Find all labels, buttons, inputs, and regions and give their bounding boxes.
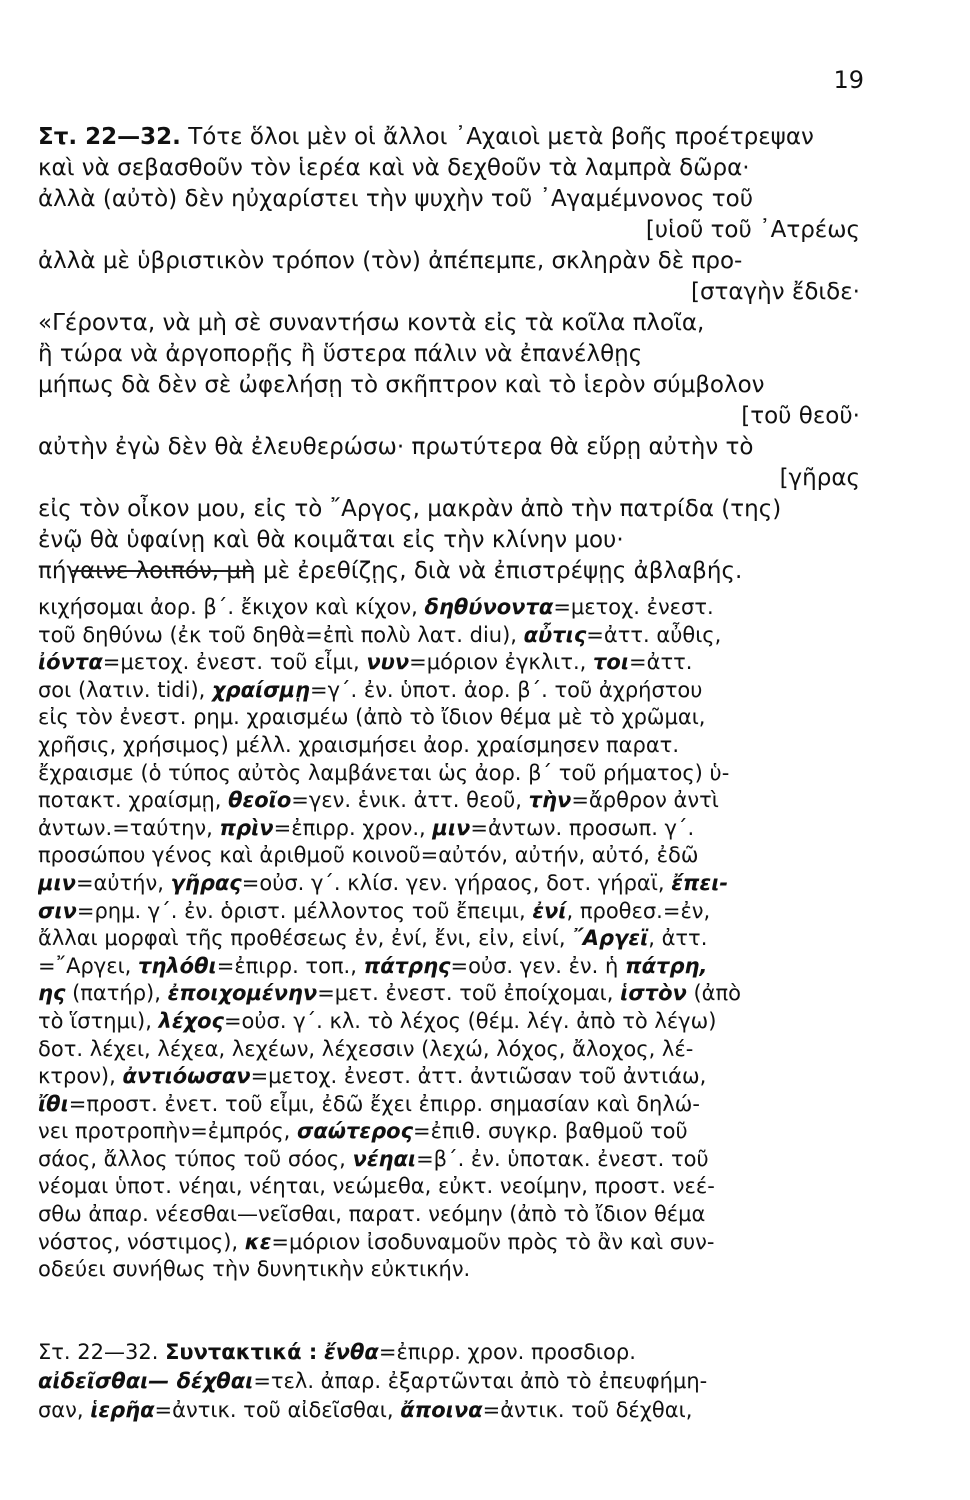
note-text: , προθεσ.=ἐν,: [566, 898, 711, 923]
note-text: εἰς τὸν ἐνεστ. ρημ. χραισμέω (ἀπὸ τὸ ἴδιον θέμα μὲ τὸ χρῶμαι,: [38, 705, 706, 730]
note-text: =ἀντικ. τοῦ αἰδεῖσθαι,: [154, 1398, 401, 1422]
headword: ης: [38, 981, 66, 1006]
note-line: [38, 925, 868, 953]
translation-line: [38, 184, 868, 215]
note-text: =ἀττ. αὖθις,: [586, 622, 722, 647]
note-line: [38, 842, 868, 870]
translation-text: ἐνῷ θὰ ὑφαίνῃ καὶ θὰ κοιμᾶται εἰς τὴν κλίνην μου·: [38, 527, 624, 553]
note-text: =ἐπιρρ. τοπ.,: [216, 953, 364, 978]
note-text: κιχήσομαι ἀορ. β΄. ἔκιχον καὶ κίχον,: [38, 595, 425, 619]
grammar-notes-block: [38, 594, 868, 1284]
note-text: =γ΄. ἐν. ὑποτ. ἀορ. β΄. τοῦ ἀχρήστου: [309, 677, 703, 702]
note-text: =ρημ. γ΄. ἐν. ὁριστ. μέλλοντος τοῦ ἔπειμι,: [76, 898, 533, 923]
headword: δηθύνοντα: [424, 595, 554, 619]
note-text: =ἐπιρρ. χρον. προσδιορ.: [378, 1340, 636, 1364]
headword: ἔπει-: [671, 870, 729, 895]
note-text: ἔχραισμε (ὁ τύπος αὐτὸς λαμβάνεται ὡς ἀορ. β΄ τοῦ ρήματος) ὑ-: [38, 760, 730, 785]
translation-text: ἀλλὰ μὲ ὑβριστικὸν τρόπον (τὸν) ἀπέπεμπε, σκληρὰν δὲ προ-: [38, 248, 743, 274]
note-text: =μετ. ἐνεστ. τοῦ ἐποίχομαι,: [317, 981, 621, 1006]
note-line: [38, 732, 868, 760]
note-line: [38, 1008, 868, 1036]
note-line: [38, 1201, 868, 1229]
translation-line: [38, 494, 868, 525]
note-line: [38, 622, 868, 650]
note-text: =μετοχ. ἐνεστ.: [553, 595, 714, 619]
note-text: τὸ ἵστημι),: [38, 1008, 159, 1033]
headword: σιν: [38, 898, 77, 923]
note-text: =μετοχ. ἐνεστ. τοῦ εἶμι,: [102, 650, 367, 675]
note-text: (πατήρ),: [65, 981, 168, 1006]
translation-line: [38, 153, 868, 184]
note-line: [38, 1229, 868, 1257]
page-number: 19: [833, 66, 864, 94]
translation-text: αὐτὴν ἐγὼ δὲν θὰ ἐλευθερώσω· πρωτύτερα θὰ εὕρῃ αὐτὴν τὸ: [38, 434, 754, 460]
note-line: [38, 704, 868, 732]
headword: ῎Αργεϊ: [572, 926, 649, 951]
note-line: [38, 677, 868, 705]
translation-text: ἢ τώρα νὰ ἀργοπορῇς ἢ ὕστερα πάλιν νὰ ἐπανέλθῃς: [38, 341, 643, 367]
translation-line: [38, 370, 868, 401]
headword: ἴθι: [38, 1091, 69, 1116]
note-line: [38, 1146, 868, 1174]
translation-continuation-line: [38, 401, 868, 432]
syntax-line: [38, 1396, 868, 1425]
headword: πρὶν: [219, 815, 274, 840]
note-text: =ἄρθρον ἀντὶ: [571, 788, 719, 813]
translation-line: [38, 308, 868, 339]
translation-text: ἀλλὰ (αὐτὸ) δὲν ηὐχαρίστει τὴν ψυχὴν τοῦ ᾿Αγαμέμνονος τοῦ: [38, 186, 754, 212]
headword: ἔνθα: [323, 1340, 379, 1364]
note-text: =μετοχ. ἐνεστ. ἀττ. ἀντιῶσαν τοῦ ἀντιάω,: [250, 1064, 707, 1089]
note-text: , ἀττ.: [648, 926, 708, 951]
headword: θεοῖο: [228, 788, 292, 813]
translation-line: [38, 122, 868, 153]
note-text: =γεν. ἑνικ. ἀττ. θεοῦ,: [291, 788, 529, 813]
note-line: [38, 1256, 868, 1284]
headword: κε: [244, 1229, 272, 1254]
headword: ἀντιόωσαν: [122, 1064, 251, 1089]
note-text: οδεύει συνήθως τὴν δυνητικὴν εὐκτικήν.: [38, 1257, 471, 1282]
syntax-line: [38, 1367, 868, 1396]
translation-text: Τότε ὅλοι μὲν οἱ ἄλλοι ᾿Αχαιοὶ μετὰ βοῆς προέτρεψαν: [180, 124, 814, 150]
note-text: =τελ. ἀπαρ. ἐξαρτῶνται ἀπὸ τὸ ἐπευφήμη-: [253, 1369, 708, 1393]
note-line: [38, 1036, 868, 1064]
headword: μιν: [432, 815, 471, 840]
note-text: =μόριον ἐγκλιτ.,: [409, 650, 594, 675]
translation-continuation-line: [38, 277, 868, 308]
note-text: =οὐσ. γ΄. κλ. τὸ λέχος (θέμ. λέγ. ἀπὸ τὸ λέγω): [223, 1008, 717, 1033]
translation-continuation-line: [38, 463, 868, 494]
translation-text: πήγαινε λοιπόν, μὴ μὲ ἐρεθίζῃς, διὰ νὰ ἐπιστρέψῃς ἀβλαβής.: [38, 558, 743, 584]
translation-text: «Γέροντα, νὰ μὴ σὲ συναντήσω κοντὰ εἰς τὰ κοῖλα πλοῖα,: [38, 310, 705, 336]
note-text: σαν,: [38, 1398, 91, 1422]
verse-reference: Στ. 22—32.: [38, 124, 181, 150]
headword: τὴν: [528, 788, 572, 813]
note-line: [38, 1063, 868, 1091]
section-divider: [72, 570, 252, 572]
headword: χραίσμῃ: [212, 677, 310, 702]
headword: ἰόντα: [38, 650, 103, 675]
note-text: ἀντων.=ταύτην,: [38, 815, 220, 840]
headword: γῆρας: [170, 870, 242, 895]
headword: αἰδεῖσθαι— δέχθαι: [38, 1369, 254, 1393]
note-text: Στ. 22—32.: [38, 1340, 166, 1364]
note-line: [38, 1173, 868, 1201]
headword: λέχος: [158, 1008, 224, 1033]
translation-line: [38, 432, 868, 463]
note-line: [38, 594, 868, 622]
note-text: σάος, ἄλλος τύπος τοῦ σόος,: [38, 1146, 353, 1171]
translation-text: εἰς τὸν οἶκον μου, εἰς τὸ ῎Αργος, μακρὰν ἀπὸ τὴν πατρίδα (της): [38, 496, 782, 522]
note-text: =μόριον ἰσοδυναμοῦν πρὸς τὸ ἂν καὶ συν-: [271, 1229, 715, 1254]
note-text: νέομαι ὑποτ. νέηαι, νέηται, νεώμεθα, εὐκτ. νεοίμην, προστ. νεέ-: [38, 1174, 715, 1199]
note-text: σοι (λατιν. tidi),: [38, 677, 213, 702]
note-text: =ἐπιρρ. χρον.,: [273, 815, 433, 840]
note-text: κτρον),: [38, 1064, 123, 1089]
note-text: [317, 1340, 324, 1364]
headword: πάτρης: [363, 953, 451, 978]
note-text: νει προτροπὴν=ἐμπρός,: [38, 1119, 297, 1144]
note-text: =ἐπιθ. συγκρ. βαθμοῦ τοῦ: [413, 1119, 688, 1144]
translation-block: [38, 122, 868, 587]
note-line: [38, 898, 868, 926]
note-text: =ἀντικ. τοῦ δέχθαι,: [482, 1398, 693, 1422]
note-text: =οὐσ. γ΄. κλίσ. γεν. γήραος, δοτ. γήραϊ,: [241, 870, 672, 895]
note-text: =οὐσ. γεν. ἐν. ἡ: [450, 953, 626, 978]
note-text: σθω ἀπαρ. νέεσθαι—νεῖσθαι, παρατ. νεόμην (ἀπὸ τὸ ἴδιον θέμα: [38, 1202, 706, 1227]
note-text: =ἀττ.: [629, 650, 693, 675]
note-text: =προστ. ἐνετ. τοῦ εἶμι, ἐδῶ ἔχει ἐπιρρ. σημασίαν καὶ δηλώ-: [68, 1091, 700, 1116]
headword: ἐνί: [532, 898, 567, 923]
translation-line: [38, 339, 868, 370]
headword: ἐποιχομένην: [167, 981, 318, 1006]
note-text: =β΄. ἐν. ὑποτακ. ἐνεστ. τοῦ: [416, 1146, 709, 1171]
translation-continuation-line: [38, 215, 868, 246]
headword: τοι: [593, 650, 630, 675]
headword: αὖτις: [523, 622, 587, 647]
translation-line: [38, 246, 868, 277]
note-text: ἄλλαι μορφαὶ τῆς προθέσεως ἐν, ἐνί, ἔνι, εἰν, εἰνί,: [38, 926, 573, 951]
headword: ἱστὸν: [620, 981, 687, 1006]
headword: ἄποινα: [400, 1398, 483, 1422]
note-line: [38, 787, 868, 815]
translation-text: καὶ νὰ σεβασθοῦν τὸν ἱερέα καὶ νὰ δεχθοῦν τὰ λαμπρὰ δῶρα·: [38, 155, 750, 181]
headword: νέηαι: [352, 1146, 417, 1171]
note-line: [38, 870, 868, 898]
note-text: προσώπου γένος καὶ ἀριθμοῦ κοινοῦ=αὐτόν, αὐτήν, αὐτό, ἐδῶ: [38, 843, 699, 868]
note-text: =ἀντων. προσωπ. γ΄.: [470, 815, 695, 840]
headword: πάτρη,: [625, 953, 708, 978]
translation-text: [τοῦ θεοῦ·: [741, 403, 860, 429]
note-line: [38, 980, 868, 1008]
section-heading: Συντακτικά :: [165, 1340, 318, 1364]
note-text: χρῆσις, χρήσιμος) μέλλ. χραισμήσει ἀορ. χραίσμησεν παρατ.: [38, 732, 680, 757]
translation-text: [σταγὴν ἔδιδε·: [690, 279, 860, 305]
note-line: [38, 760, 868, 788]
note-text: (ἀπὸ: [686, 981, 742, 1006]
note-text: τοῦ δηθύνω (ἐκ τοῦ δηθὰ=ἐπὶ πολὺ λατ. diu),: [38, 622, 524, 647]
note-line: [38, 953, 868, 981]
translation-text: [γῆρας: [779, 465, 860, 491]
note-text: δοτ. λέχει, λέχεα, λεχέων, λέχεσσιν (λεχώ, λόχος, ἄλοχος, λέ-: [38, 1036, 694, 1061]
headword: ἱερῆα: [90, 1398, 155, 1422]
note-text: =αὐτήν,: [75, 870, 171, 895]
headword: μιν: [38, 870, 76, 895]
headword: νυν: [366, 650, 410, 675]
note-text: =῎Αργει,: [38, 953, 139, 978]
note-line: [38, 1091, 868, 1119]
headword: τηλόθι: [138, 953, 217, 978]
note-line: [38, 649, 868, 677]
headword: σαώτερος: [297, 1119, 414, 1144]
translation-line: [38, 525, 868, 556]
translation-text: μήπως δὰ δὲν σὲ ὠφελήσῃ τὸ σκῆπτρον καὶ τὸ ἱερὸν σύμβολον: [38, 372, 765, 398]
note-line: [38, 815, 868, 843]
note-line: [38, 1118, 868, 1146]
syntax-notes-block: [38, 1338, 868, 1425]
note-text: ποτακτ. χραίσμῃ,: [38, 788, 229, 813]
syntax-line: [38, 1338, 868, 1367]
translation-text: [υἱοῦ τοῦ ᾿Ατρέως: [645, 217, 860, 243]
note-text: νόστος, νόστιμος),: [38, 1229, 245, 1254]
